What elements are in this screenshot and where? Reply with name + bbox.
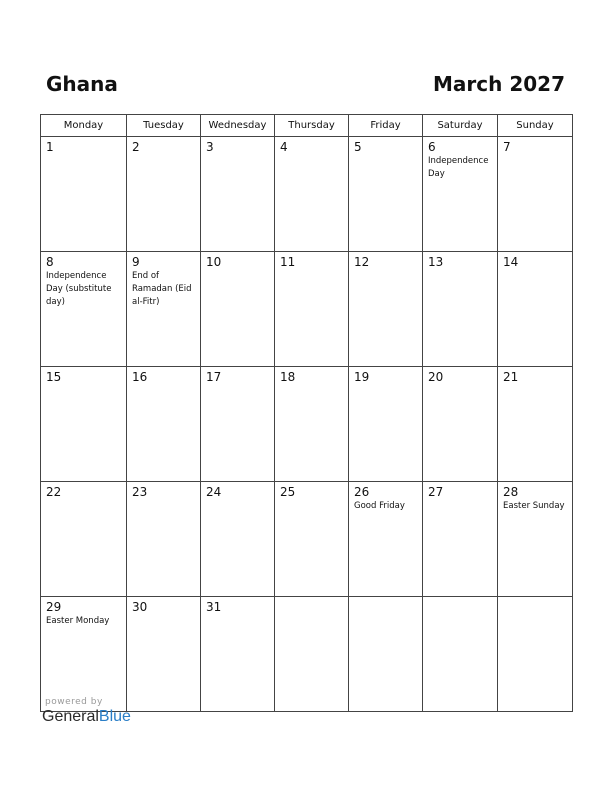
day-number: 1 [46, 140, 54, 154]
day-cell [423, 482, 498, 597]
month-title: March 2027 [433, 72, 565, 96]
day-number: 7 [503, 140, 511, 154]
weekday-header: Sunday [498, 115, 573, 137]
day-cell [201, 252, 275, 367]
day-cell [275, 597, 349, 712]
holiday-label: Good Friday [354, 501, 405, 511]
day-number: 16 [132, 370, 148, 384]
day-cell [275, 137, 349, 252]
day-cell [498, 252, 573, 367]
day-number: 26 [354, 485, 370, 499]
day-cell [201, 482, 275, 597]
holiday-label: Easter Sunday [503, 501, 565, 511]
day-number: 31 [206, 600, 222, 614]
day-number: 17 [206, 370, 222, 384]
weekday-header: Thursday [275, 115, 349, 137]
day-cell [127, 482, 201, 597]
day-cell [423, 367, 498, 482]
day-number: 18 [280, 370, 296, 384]
day-cell [423, 137, 498, 252]
generalblue-logo [42, 708, 131, 726]
day-number: 9 [132, 255, 140, 269]
day-number: 19 [354, 370, 370, 384]
day-number: 28 [503, 485, 519, 499]
day-cell [41, 252, 127, 367]
day-cell [201, 137, 275, 252]
week-row [41, 252, 573, 367]
day-cell [423, 252, 498, 367]
day-number: 27 [428, 485, 444, 499]
day-cell [201, 597, 275, 712]
weekday-header: Friday [349, 115, 423, 137]
day-cell [275, 367, 349, 482]
week-row [41, 597, 573, 712]
calendar-grid [40, 114, 573, 712]
weekday-header: Wednesday [201, 115, 275, 137]
day-cell [349, 137, 423, 252]
day-cell [127, 252, 201, 367]
day-cell [41, 482, 127, 597]
week-row [41, 367, 573, 482]
day-cell [275, 252, 349, 367]
day-number: 11 [280, 255, 296, 269]
day-number: 15 [46, 370, 62, 384]
day-number: 23 [132, 485, 148, 499]
country-title: Ghana [46, 72, 118, 96]
day-number: 12 [354, 255, 370, 269]
day-cell [349, 367, 423, 482]
day-cell [201, 367, 275, 482]
day-cell [127, 597, 201, 712]
day-cell [349, 252, 423, 367]
weekday-header: Saturday [423, 115, 498, 137]
brand-blue: Blue [98, 708, 131, 725]
holiday-label: End of Ramadan (Eid al-Fitr) [132, 271, 192, 307]
day-number: 5 [354, 140, 362, 154]
day-cell [498, 137, 573, 252]
day-cell [41, 597, 127, 712]
day-number: 25 [280, 485, 296, 499]
day-cell [498, 597, 573, 712]
brand-general: General [42, 708, 99, 725]
powered-by-label: powered by [45, 697, 103, 707]
day-cell [349, 597, 423, 712]
day-cell [127, 367, 201, 482]
day-cell [498, 482, 573, 597]
week-row [41, 482, 573, 597]
day-number: 4 [280, 140, 288, 154]
day-cell [41, 367, 127, 482]
day-number: 3 [206, 140, 214, 154]
day-cell [275, 482, 349, 597]
weekday-header-row [41, 115, 573, 137]
day-number: 22 [46, 485, 62, 499]
day-number: 2 [132, 140, 140, 154]
day-number: 8 [46, 255, 54, 269]
holiday-label: Independence Day (substitute day) [46, 271, 112, 307]
holiday-label: Easter Monday [46, 616, 110, 626]
week-row [41, 137, 573, 252]
day-cell [423, 597, 498, 712]
day-number: 13 [428, 255, 444, 269]
day-number: 29 [46, 600, 62, 614]
day-number: 20 [428, 370, 444, 384]
day-number: 30 [132, 600, 148, 614]
day-cell [127, 137, 201, 252]
day-number: 24 [206, 485, 222, 499]
day-number: 10 [206, 255, 222, 269]
holiday-label: Independence Day [428, 156, 489, 179]
day-cell [498, 367, 573, 482]
day-number: 21 [503, 370, 519, 384]
weekday-header: Tuesday [127, 115, 201, 137]
weekday-header: Monday [41, 115, 127, 137]
day-cell [41, 137, 127, 252]
day-number: 14 [503, 255, 519, 269]
day-cell [349, 482, 423, 597]
day-number: 6 [428, 140, 436, 154]
